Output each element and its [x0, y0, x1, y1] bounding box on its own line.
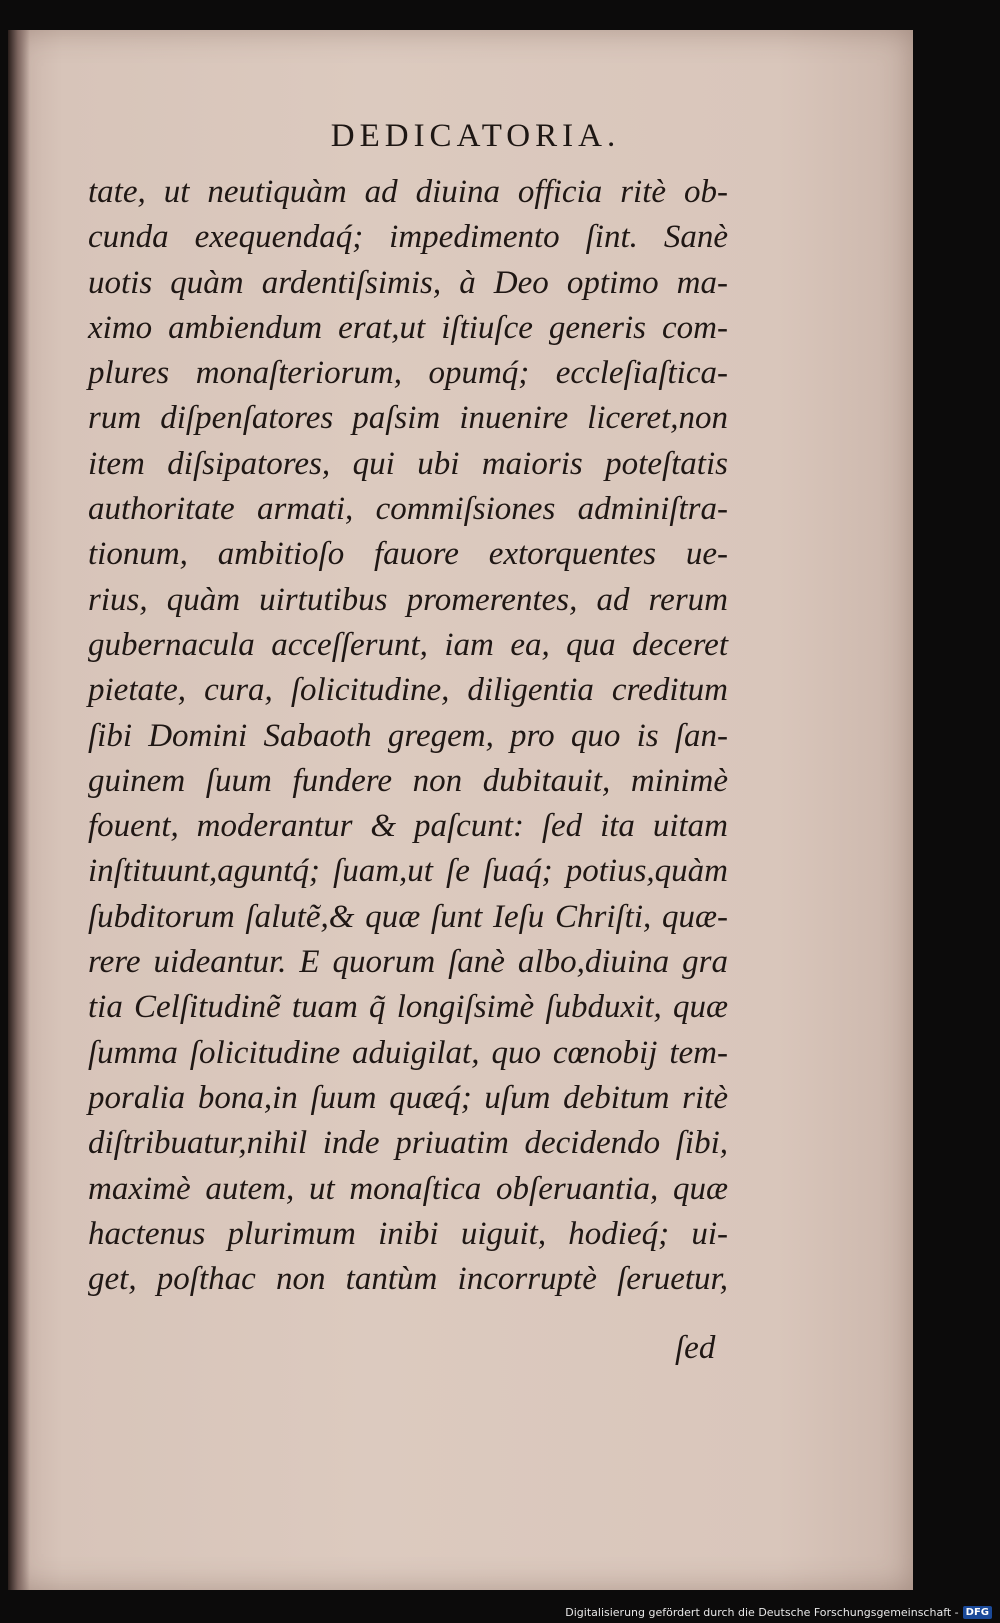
text-line: rere uideantur. E quorum ſanè albo,diuina gra [88, 944, 728, 981]
text-line: tia Celſitudinẽ tuam q̃ longiſsimè ſubduxit, quæ [88, 989, 728, 1026]
text-line: maximè autem, ut monaſtica obſeruantia, quæ [88, 1170, 728, 1207]
text-line: rum diſpenſatores paſsim inuenire liceret,non [88, 400, 728, 437]
text-line: get, poſthac non tantùm incorruptè ſeruetur, [88, 1261, 728, 1298]
text-line: hactenus plurimum inibi uiguit, hodieq́; ui- [88, 1215, 728, 1252]
catchword: ſed [675, 1330, 716, 1366]
text-line: poralia bona,in ſuum quæq́; uſum debitum ritè [88, 1079, 728, 1116]
text-line: ximo ambiendum erat,ut iſtiuſce generis com- [88, 309, 728, 346]
text-line: tionum, ambitioſo fauore extorquentes ue- [88, 536, 728, 573]
text-line: authoritate armati, commiſsiones adminiſtra- [88, 491, 728, 528]
text-line: rius, quàm uirtutibus promerentes, ad rerum [88, 581, 728, 618]
running-header: DEDICATORIA. [330, 118, 621, 154]
text-line: ſumma ſolicitudine aduigilat, quo cœnobij tem- [88, 1034, 728, 1071]
text-line: gubernacula acceſſerunt, iam ea, qua deceret [88, 626, 728, 663]
text-line: fouent, moderantur & paſcunt: ſed ita uitam [88, 808, 728, 845]
digitization-credit [565, 1606, 992, 1619]
text-line: pietate, cura, ſolicitudine, diligentia creditum [88, 672, 728, 709]
text-line: tate, ut neutiquàm ad diuina officia ritè ob- [88, 174, 728, 210]
book-page [8, 30, 913, 1590]
text-line: uotis quàm ardentiſsimis, à Deo optimo ma- [88, 264, 728, 301]
text-line: diſtribuatur,nihil inde priuatim decidendo ſibi, [88, 1125, 728, 1162]
text-line: ſubditorum ſalutẽ,& quæ ſunt Ieſu Chriſti, quæ- [88, 898, 728, 935]
body-text [88, 170, 728, 1302]
dfg-logo: DFG [963, 1606, 992, 1619]
text-line: plures monaſteriorum, opumq́; eccleſiaſtica- [88, 355, 728, 392]
text-line: guinem ſuum fundere non dubitauit, minimè [88, 762, 728, 799]
text-line: ſibi Domini Sabaoth gregem, pro quo is ſan- [88, 717, 728, 754]
text-line: item diſsipatores, qui ubi maioris poteſtatis [88, 445, 728, 482]
page-gutter-shadow [8, 30, 30, 1590]
credit-text: Digitalisierung gefördert durch die Deutsche Forschungsgemeinschaft - [565, 1606, 959, 1619]
text-line: inſtituunt,aguntq́; ſuam,ut ſe ſuaq́; potius,quàm [88, 853, 728, 890]
text-line: cunda exequendaq́; impedimento ſint. Sanè [88, 219, 728, 256]
